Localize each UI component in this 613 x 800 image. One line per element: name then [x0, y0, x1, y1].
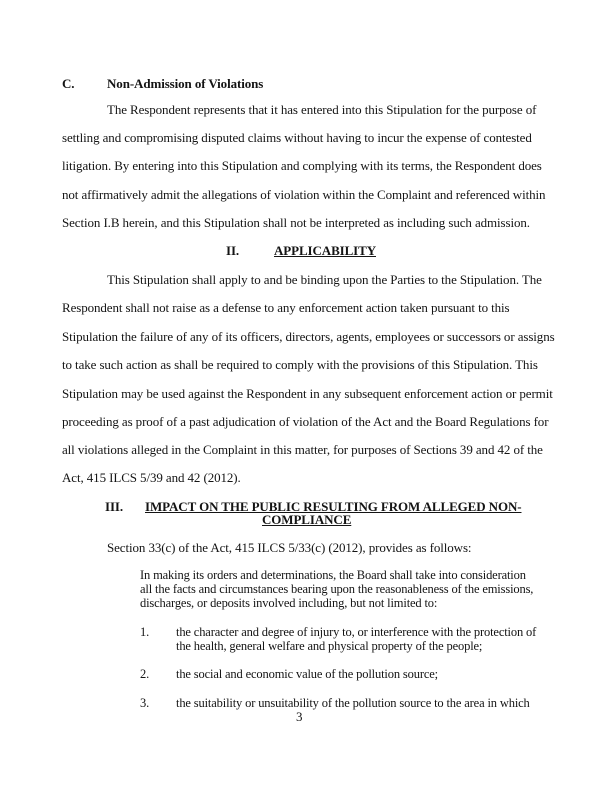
section-ii-line: proceeding as proof of a past adjudication of violation of the Act and the Board Regulations for [62, 414, 549, 429]
section-c-line: The Respondent represents that it has entered into this Stipulation for the purpose of [107, 102, 537, 117]
section-ii-line: all violations alleged in the Complaint in this matter, for purposes of Sections 39 and 42 of the [62, 442, 543, 457]
section-c-line: settling and compromising disputed claims without having to incur the expense of contested [62, 130, 532, 145]
section-iii-label: III. [105, 499, 124, 514]
quote-line: In making its orders and determinations, the Board shall take into consideration [140, 568, 526, 582]
list-item-text: the health, general welfare and physical property of the people; [176, 639, 483, 653]
section-c-title: Non-Admission of Violations [107, 76, 264, 91]
section-ii-line: Stipulation the failure of any of its officers, directors, agents, employees or successors or assigns [62, 329, 555, 344]
list-item-text: the character and degree of injury to, or interference with the protection of [176, 625, 537, 639]
list-item-text: the social and economic value of the pollution source; [176, 667, 438, 681]
list-item-number: 2. [140, 667, 150, 681]
section-ii-line: This Stipulation shall apply to and be binding upon the Parties to the Stipulation. The [107, 272, 542, 287]
section-ii-line: Stipulation may be used against the Respondent in any subsequent enforcement action or permit [62, 386, 553, 401]
section-ii-line: to take such action as shall be required to comply with the provisions of this Stipulation. This [62, 357, 538, 372]
quote-line: all the facts and circumstances bearing upon the reasonableness of the emissions, [140, 582, 534, 596]
section-iii-title: IMPACT ON THE PUBLIC RESULTING FROM ALLEGED NON- [145, 499, 522, 514]
list-item-number: 3. [140, 696, 150, 710]
section-c-line: litigation. By entering into this Stipulation and complying with its terms, the Respondent does [62, 158, 542, 173]
quote-line: discharges, or deposits involved including, but not limited to: [140, 596, 438, 610]
section-c-line: not affirmatively admit the allegations of violation within the Complaint and referenced within [62, 187, 546, 202]
section-iii-title: COMPLIANCE [262, 512, 352, 527]
list-item-number: 1. [140, 625, 150, 639]
section-iii-intro: Section 33(c) of the Act, 415 ILCS 5/33(c) (2012), provides as follows: [107, 540, 472, 555]
section-ii-line: Act, 415 ILCS 5/39 and 42 (2012). [62, 470, 241, 485]
section-ii-line: Respondent shall not raise as a defense to any enforcement action taken pursuant to this [62, 300, 510, 315]
section-c-label: C. [62, 76, 75, 91]
section-ii-title: APPLICABILITY [274, 243, 376, 258]
section-c-line: Section I.B herein, and this Stipulation shall not be interpreted as including such admission. [62, 215, 530, 230]
page-number: 3 [296, 709, 303, 724]
section-ii-label: II. [226, 243, 240, 258]
list-item-text: the suitability or unsuitability of the pollution source to the area in which [176, 696, 530, 710]
